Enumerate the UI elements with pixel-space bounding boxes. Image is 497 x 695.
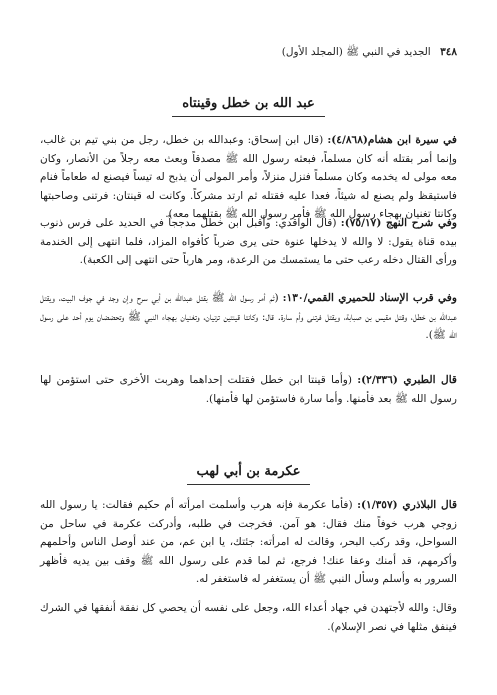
section-title: عبد الله بن خطل وقينتاه bbox=[0, 96, 497, 111]
paragraph bbox=[40, 371, 457, 408]
paragraph bbox=[40, 496, 457, 589]
page-header bbox=[40, 46, 457, 61]
running-title: الجديد في النبي ﷺ (المجلد الأول) bbox=[281, 46, 431, 58]
paragraph-text: وقال: والله لأجتهدن في جهاد أعداء الله، وجعل على نفسه أن يحصي كل نفقة أنفقها في الشرك فينفق مثلها في نصر الإسلام). bbox=[40, 602, 457, 633]
paragraph-text: (ثم أمر رسول الله ﷺ بقتل عبدالله بن أبي سرح وإن وجد في جوف البيت، ويقتل عبدالله بن خطل، وقتل مقيس بن صبابة، ويقتل فرتنى وأم سارة. قال: وكانتا قينتين تزنيان، وتغنيان بهجاء النبي ﷺ وتحضضان يوم أحد على رسول الله ﷺ). bbox=[40, 292, 457, 342]
paragraph-text: (قال الواقدي: وأقبل ابن خطل مدججاً في الحديد على فرس ذنوب بيده قناة يقول: لا والله لا يدخلها عنوة حتى يرى ضرباً كأفواه المزاد، فلما انتهى إلى الخندمة ورأى القتال دخله رعب حتى ما يستمسك من الرعدة، ومر هارباً حتى انتهى إلى الكعبة). bbox=[40, 217, 457, 267]
paragraph-text: (وأما قينتا ابن خطل فقتلت إحداهما وهربت الأخرى حتى استؤمن لها رسول الله ﷺ بعد فأمنها. وأما سارة فاستؤمن لها فأمنها). bbox=[40, 374, 457, 405]
source-citation: قال الطبري (٢/٣٣٦): bbox=[357, 374, 457, 386]
paragraph bbox=[40, 131, 457, 224]
source-citation: وفي قرب الإسناد للحميري القمي/١٣٠: bbox=[282, 292, 457, 304]
paragraph bbox=[40, 214, 457, 270]
paragraph bbox=[40, 289, 457, 345]
source-citation: في سيرة ابن هشام(٤/٨٦٨): bbox=[327, 134, 457, 146]
section-title: عكرمة بن أبي لهب bbox=[0, 464, 497, 479]
header-left-group bbox=[282, 46, 457, 61]
paragraph-text: (فأما عكرمة فإنه هرب وأسلمت امرأته أم حكيم فقالت: يا رسول الله زوجي هرب خوفاً منك فقال: هو آمن. فخرجت في طلبه، وأدركت عكرمة في ساحل من السواحل، وقد ركب البحر، وقالت له امرأته: جئتك، يا ابن عم، من عند أوصل الناس وأحلمهم وأكرمهم، قد أمنك وعفا عنك! فرجع، ثم لما قدم على رسول الله ﷺ وقف بين يديه فأظهر السرور به وأسلم وسأل النبي ﷺ أن يستغفر له فاستغفر له. bbox=[40, 499, 457, 586]
page-number: ٣٤٨ bbox=[440, 46, 457, 58]
source-citation: وفي شرح النهج (٧٥/١٧): bbox=[340, 217, 457, 229]
paragraph bbox=[40, 599, 457, 636]
paragraph-text: (قال ابن إسحاق: وعبدالله بن خطل، رجل من بني تيم بن غالب، وإنما أمر بقتله أنه كان مسلماً، فبعثه رسول الله ﷺ مصدقاً وبعث معه رجلاً من الأنصار، وكان معه مولى له يخدمه وكان مسلماً فنزل منزلاً، وأمر المولى أن يذبح له تيساً فيصنع له طعاماً فنام فاستيقظ ولم يصنع له شيئاً، فعدا عليه فقتله ثم ارتد مشركاً. وكانت له قينتان: فرتنى وصاحبتها وكانتا تغنيان بهجاء رسول الله ﷺ فأمر رسول الله ﷺ بقتلهما معه). bbox=[40, 134, 457, 221]
source-citation: قال البلاذري (١/٣٥٧): bbox=[357, 499, 458, 511]
